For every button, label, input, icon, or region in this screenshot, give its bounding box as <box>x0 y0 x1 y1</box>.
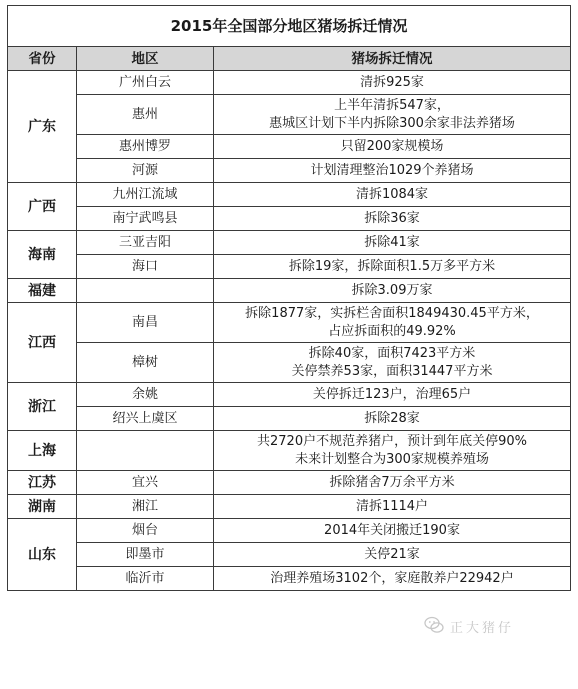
region-cell: 烟台 <box>77 519 214 543</box>
province-cell: 上海 <box>8 431 77 471</box>
table-row <box>8 95 571 135</box>
table-row <box>8 567 571 591</box>
status-cell: 计划清理整治1029个养猪场 <box>214 159 571 183</box>
table-row <box>8 495 571 519</box>
status-cell <box>214 343 571 383</box>
region-cell <box>77 431 214 471</box>
pig-farm-demolition-table-frame <box>7 5 570 591</box>
region-cell: 三亚吉阳 <box>77 231 214 255</box>
status-line: 惠城区计划下半内拆除300余家非法养猪场 <box>269 115 515 131</box>
province-cell: 福建 <box>8 279 77 303</box>
province-cell: 山东 <box>8 519 77 591</box>
province-cell: 浙江 <box>8 383 77 431</box>
province-cell: 江西 <box>8 303 77 383</box>
header-status: 猪场拆迁情况 <box>214 47 571 71</box>
table-row <box>8 383 571 407</box>
status-cell: 拆除19家，拆除面积1.5万多平方米 <box>214 255 571 279</box>
province-cell: 江苏 <box>8 471 77 495</box>
table-row <box>8 231 571 255</box>
region-cell: 临沂市 <box>77 567 214 591</box>
table-row <box>8 471 571 495</box>
province-cell: 广东 <box>8 71 77 183</box>
region-cell: 广州白云 <box>77 71 214 95</box>
status-line: 占应拆面积的49.92% <box>328 323 456 339</box>
region-cell: 南宁武鸣县 <box>77 207 214 231</box>
province-cell: 湖南 <box>8 495 77 519</box>
region-cell: 惠州博罗 <box>77 135 214 159</box>
table-row <box>8 303 571 343</box>
region-cell: 湘江 <box>77 495 214 519</box>
watermark <box>424 611 564 641</box>
status-cell: 拆除36家 <box>214 207 571 231</box>
region-cell: 九州江流域 <box>77 183 214 207</box>
status-line: 关停禁养53家，面积31447平方米 <box>291 363 493 379</box>
status-cell <box>214 431 571 471</box>
table-title: 2015年全国部分地区猪场拆迁情况 <box>8 6 571 47</box>
table-row <box>8 159 571 183</box>
table-row <box>8 207 571 231</box>
status-cell: 清拆925家 <box>214 71 571 95</box>
title-row <box>8 6 571 47</box>
table-row <box>8 543 571 567</box>
status-cell: 清拆1084家 <box>214 183 571 207</box>
table-row <box>8 183 571 207</box>
region-cell: 樟树 <box>77 343 214 383</box>
status-line: 拆除1877家，实拆栏舍面积1849430.45平方米， <box>245 305 539 321</box>
pig-farm-demolition-table <box>7 5 571 591</box>
header-row <box>8 47 571 71</box>
table-row <box>8 519 571 543</box>
region-cell: 惠州 <box>77 95 214 135</box>
province-cell: 广西 <box>8 183 77 231</box>
table-row <box>8 135 571 159</box>
region-cell <box>77 279 214 303</box>
status-cell <box>214 303 571 343</box>
status-cell: 拆除猪舍7万余平方米 <box>214 471 571 495</box>
header-province: 省份 <box>8 47 77 71</box>
table-row <box>8 279 571 303</box>
table-row <box>8 407 571 431</box>
region-cell: 即墨市 <box>77 543 214 567</box>
region-cell: 南昌 <box>77 303 214 343</box>
status-line: 上半年清拆547家， <box>334 97 450 113</box>
status-cell: 治理养殖场3102个，家庭散养户22942户 <box>214 567 571 591</box>
table-row <box>8 431 571 471</box>
table-row <box>8 71 571 95</box>
status-line: 拆除40家，面积7423平方米 <box>308 345 476 361</box>
status-cell: 2014年关闭搬迁190家 <box>214 519 571 543</box>
region-cell: 海口 <box>77 255 214 279</box>
province-cell: 海南 <box>8 231 77 279</box>
status-cell <box>214 95 571 135</box>
table-row <box>8 343 571 383</box>
region-cell: 河源 <box>77 159 214 183</box>
status-cell: 清拆1114户 <box>214 495 571 519</box>
region-cell: 宜兴 <box>77 471 214 495</box>
status-cell: 只留200家规模场 <box>214 135 571 159</box>
status-line: 未来计划整合为300家规模养殖场 <box>295 451 489 467</box>
status-cell: 拆除3.09万家 <box>214 279 571 303</box>
status-cell: 拆除41家 <box>214 231 571 255</box>
wechat-icon <box>424 615 444 635</box>
status-cell: 关停21家 <box>214 543 571 567</box>
watermark-text: 正大猪仔 <box>450 621 515 636</box>
table-row <box>8 255 571 279</box>
header-region: 地区 <box>77 47 214 71</box>
region-cell: 绍兴上虞区 <box>77 407 214 431</box>
status-cell: 拆除28家 <box>214 407 571 431</box>
status-line: 共2720户不规范养猪户，预计到年底关停90% <box>257 433 527 449</box>
region-cell: 余姚 <box>77 383 214 407</box>
status-cell: 关停拆迁123户，治理65户 <box>214 383 571 407</box>
